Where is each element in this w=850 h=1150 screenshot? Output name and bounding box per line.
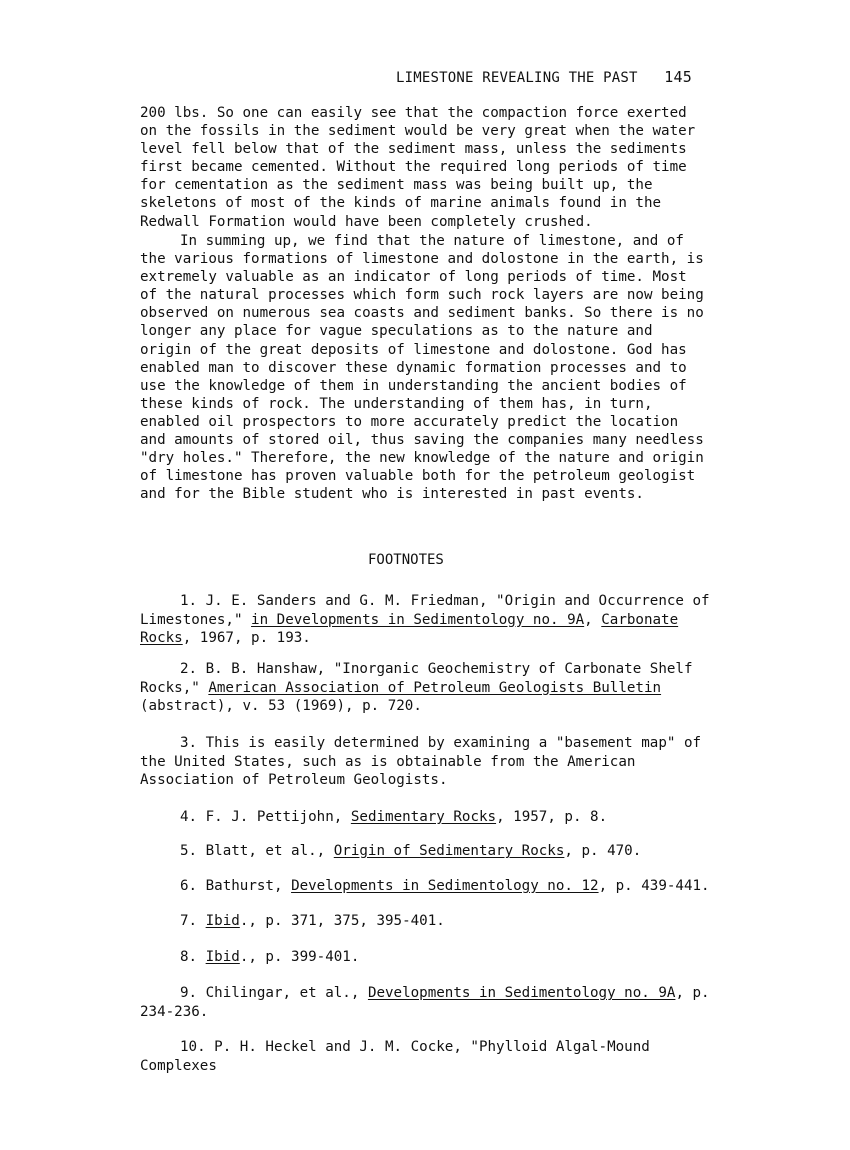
- paragraph-summary: In summing up, we find that the nature of limestone, and of the various formations of limestone and dolostone in the earth, is extremely valuable as an indicator of long periods of time. Most of the natural processes which form such rock layers are now being observed on numerous sea coasts and sediment banks. So there is no longer any place for vague speculations as to the nature and origin of the great deposits of limestone and dolostone. God has enabled man to discover these dynamic formation processes and to use the knowledge of them in understanding the ancient bodies of these kinds of rock. The understanding of them has, in turn, enabled oil prospectors to more accurately predict the location and amounts of stored oil, thus saving the companies many needless "dry holes." Therefore, the new knowledge of the nature and origin of limestone has proven valuable both for the petroleum geologist and for the Bible student who is interested in past events.: [140, 233, 704, 503]
- footnote-number: 4.: [180, 809, 198, 825]
- footnote-number: 6.: [180, 878, 198, 894]
- footnote-number: 3.: [180, 735, 198, 751]
- footnote-text: (abstract), v. 53 (1969), p. 720.: [140, 698, 422, 714]
- footnote-number: 5.: [180, 843, 198, 859]
- footnote-text: ., p. 371, 375, 395-401.: [239, 913, 445, 929]
- footnote-2: [140, 660, 712, 716]
- footnote-text: , p. 470.: [564, 843, 642, 859]
- footnote-source-title: Ibid: [205, 949, 240, 965]
- footnote-text: , p. 234-236.: [140, 985, 710, 1020]
- footnote-text: P. H. Heckel and J. M. Cocke, "Phylloid Algal-Mound Complexes: [140, 1039, 650, 1074]
- footnote-text: ,: [584, 611, 602, 628]
- footnote-number: 7.: [180, 913, 198, 929]
- footnote-source-title: Origin of Sedimentary Rocks: [333, 843, 565, 859]
- footnote-number: 9.: [180, 985, 198, 1001]
- footnote-source-title: Carbonate Rocks: [140, 611, 679, 646]
- footnote-text: , 1967, p. 193.: [182, 630, 311, 646]
- footnote-text: , 1957, p. 8.: [496, 809, 608, 825]
- footnote-9: [140, 984, 712, 1021]
- footnote-text: J. E. Sanders and G. M. Friedman, "Origin and Occurrence of Limestones,": [140, 593, 710, 628]
- footnote-1: [140, 592, 712, 648]
- footnote-5: [140, 842, 712, 861]
- footnote-4: [140, 808, 712, 827]
- footnote-7: [140, 912, 712, 931]
- footnote-source-title: Developments in Sedimentology no. 12: [291, 878, 599, 894]
- footnote-source-title: Sedimentary Rocks: [350, 809, 497, 825]
- footnote-source-title: Ibid: [205, 913, 240, 929]
- footnote-10: [140, 1038, 712, 1075]
- footnote-number: 8.: [180, 949, 198, 965]
- running-title: LIMESTONE REVEALING THE PAST: [396, 70, 638, 86]
- footnotes-heading: FOOTNOTES: [368, 552, 444, 568]
- footnote-text: B. B. Hanshaw, "Inorganic Geochemistry of Carbonate Shelf Rocks,": [140, 661, 693, 696]
- footnote-source-title: Developments in Sedimentology no. 9A: [367, 985, 676, 1001]
- footnote-text: This is easily determined by examining a "basement map" of the United States, such as is obtainable from the American Association of Petroleum Geologists.: [140, 735, 702, 788]
- footnote-number: 2.: [180, 661, 198, 677]
- footnote-3: [140, 734, 712, 790]
- page-number: 145: [664, 68, 692, 86]
- footnote-text: Bathurst,: [205, 878, 292, 894]
- footnote-number: 1.: [180, 593, 198, 609]
- footnote-source-title: American Association of Petroleum Geologists Bulletin: [208, 679, 662, 696]
- footnote-source-title: in Developments in Sedimentology no. 9A: [251, 611, 585, 628]
- footnote-text: , p. 439-441.: [598, 878, 710, 894]
- footnote-text: ., p. 399-401.: [239, 949, 360, 965]
- footnote-text: Blatt, et al.,: [205, 843, 334, 859]
- footnote-number: 10.: [180, 1039, 206, 1055]
- footnote-6: [140, 877, 712, 896]
- running-header: [396, 68, 692, 86]
- footnote-text: Chilingar, et al.,: [205, 985, 368, 1001]
- footnote-8: [140, 948, 712, 967]
- footnote-text: F. J. Pettijohn,: [205, 809, 351, 825]
- paragraph-continuation: 200 lbs. So one can easily see that the compaction force exerted on the fossils in the sediment would be very great when the water level fell below that of the sediment mass, unless the sediments first became cemented. Without the required long periods of time for cementation as the sediment mass was being built up, the skeletons of most of the kinds of marine animals found in the Redwall Formation would have been completely crushed.: [140, 105, 696, 230]
